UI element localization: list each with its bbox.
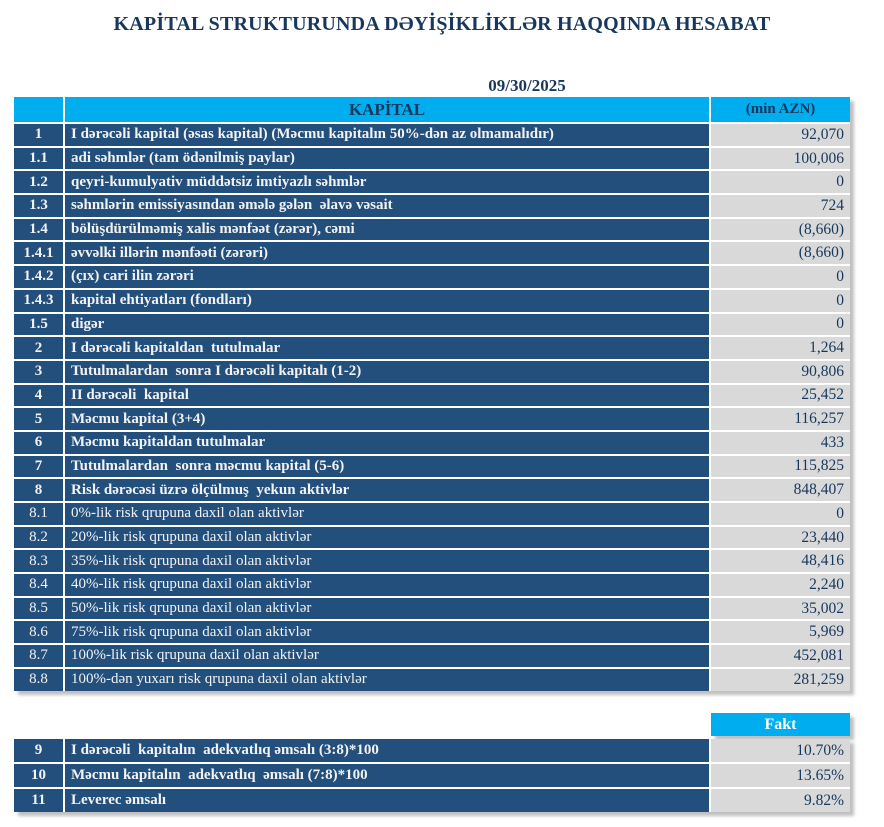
row-number: 1.4	[14, 219, 63, 241]
page-title: KAPİTAL STRUKTURUNDA DƏYİŞİKLİKLƏR HAQQINDA HESABAT	[113, 13, 771, 35]
row-label: Leverec əmsalı	[65, 789, 709, 812]
capital-table-corner-header	[14, 97, 63, 122]
row-number: 8.5	[14, 598, 63, 620]
row-value: 9.82%	[711, 789, 850, 812]
row-label: səhmlərin emissiyasından əmələ gələn əlavə vəsait	[65, 195, 709, 217]
row-value: 724	[711, 195, 850, 217]
row-value: 116,257	[711, 408, 850, 430]
row-label: 0%-lik risk qrupuna daxil olan aktivlər	[65, 503, 709, 525]
capital-table	[14, 97, 850, 691]
row-value: 10.70%	[711, 739, 850, 762]
row-number: 1.4.1	[14, 242, 63, 264]
row-number: 1	[14, 124, 63, 146]
row-label: I dərəcəli kapitalın adekvatlıq əmsalı (3:8)*100	[65, 739, 709, 762]
row-label: Tutulmalardan sonra I dərəcəli kapitalı (1-2)	[65, 361, 709, 383]
row-label: qeyri-kumulyativ müddətsiz imtiyazlı səhmlər	[65, 171, 709, 193]
row-number: 8.7	[14, 645, 63, 667]
row-label: 100%-dən yuxarı risk qrupuna daxil olan aktivlər	[65, 669, 709, 691]
row-value: 92,070	[711, 124, 850, 146]
row-number: 2	[14, 337, 63, 359]
row-number: 3	[14, 361, 63, 383]
row-value: 90,806	[711, 361, 850, 383]
row-label: əvvəlki illərin mənfəəti (zərəri)	[65, 242, 709, 264]
row-number: 9	[14, 739, 63, 762]
row-value: 0	[711, 314, 850, 336]
row-label: Məcmu kapitalın adekvatlıq əmsalı (7:8)*100	[65, 764, 709, 787]
row-number: 1.3	[14, 195, 63, 217]
row-number: 5	[14, 408, 63, 430]
row-label: 35%-lik risk qrupuna daxil olan aktivlər	[65, 550, 709, 572]
row-label: I dərəcəli kapitaldan tutulmalar	[65, 337, 709, 359]
row-label: bölüşdürülməmiş xalis mənfəət (zərər), cəmi	[65, 219, 709, 241]
row-label: Məcmu kapital (3+4)	[65, 408, 709, 430]
row-label: I dərəcəli kapital (əsas kapital) (Məcmu kapitalın 50%-dən az olmamalıdır)	[65, 124, 709, 146]
row-number: 8.4	[14, 574, 63, 596]
row-label: 100%-lik risk qrupuna daxil olan aktivlər	[65, 645, 709, 667]
row-number: 1.4.3	[14, 290, 63, 312]
row-value: 48,416	[711, 550, 850, 572]
row-number: 7	[14, 456, 63, 478]
row-number: 8.2	[14, 527, 63, 549]
row-number: 6	[14, 432, 63, 454]
row-value: 0	[711, 171, 850, 193]
row-value: 1,264	[711, 337, 850, 359]
row-value: 100,006	[711, 148, 850, 170]
row-value: 433	[711, 432, 850, 454]
row-label: Risk dərəcəsi üzrə ölçülmuş yekun aktivlər	[65, 479, 709, 501]
row-number: 8.8	[14, 669, 63, 691]
row-label: 40%-lik risk qrupuna daxil olan aktivlər	[65, 574, 709, 596]
row-number: 8.3	[14, 550, 63, 572]
row-label: II dərəcəli kapital	[65, 385, 709, 407]
row-number: 1.1	[14, 148, 63, 170]
ratio-table	[14, 739, 850, 812]
row-number: 1.4.2	[14, 266, 63, 288]
row-number: 4	[14, 385, 63, 407]
capital-table-title-header: KAPİTAL	[65, 97, 709, 122]
row-value: 13.65%	[711, 764, 850, 787]
row-value: 5,969	[711, 621, 850, 643]
row-number: 8.6	[14, 621, 63, 643]
row-label: (çıx) cari ilin zərəri	[65, 266, 709, 288]
row-label: 75%-lik risk qrupuna daxil olan aktivlər	[65, 621, 709, 643]
row-value: (8,660)	[711, 242, 850, 264]
row-label: kapital ehtiyatları (fondları)	[65, 290, 709, 312]
row-value: 281,259	[711, 669, 850, 691]
capital-table-unit-header: (min AZN)	[711, 97, 850, 122]
row-value: 0	[711, 290, 850, 312]
row-number: 10	[14, 764, 63, 787]
row-label: Tutulmalardan sonra məcmu kapital (5-6)	[65, 456, 709, 478]
row-number: 8.1	[14, 503, 63, 525]
row-value: 452,081	[711, 645, 850, 667]
row-value: 0	[711, 266, 850, 288]
row-label: 50%-lik risk qrupuna daxil olan aktivlər	[65, 598, 709, 620]
row-value: 35,002	[711, 598, 850, 620]
row-value: 23,440	[711, 527, 850, 549]
row-value: 848,407	[711, 479, 850, 501]
fakt-column-header: Fakt	[711, 713, 850, 736]
row-label: adi səhmlər (tam ödənilmiş paylar)	[65, 148, 709, 170]
row-number: 11	[14, 789, 63, 812]
row-value: 2,240	[711, 574, 850, 596]
row-value: 0	[711, 503, 850, 525]
row-label: digər	[65, 314, 709, 336]
row-value: 115,825	[711, 456, 850, 478]
row-label: Məcmu kapitaldan tutulmalar	[65, 432, 709, 454]
row-number: 1.5	[14, 314, 63, 336]
report-date: 09/30/2025	[488, 76, 566, 95]
row-number: 8	[14, 479, 63, 501]
row-value: (8,660)	[711, 219, 850, 241]
row-value: 25,452	[711, 385, 850, 407]
row-label: 20%-lik risk qrupuna daxil olan aktivlər	[65, 527, 709, 549]
row-number: 1.2	[14, 171, 63, 193]
